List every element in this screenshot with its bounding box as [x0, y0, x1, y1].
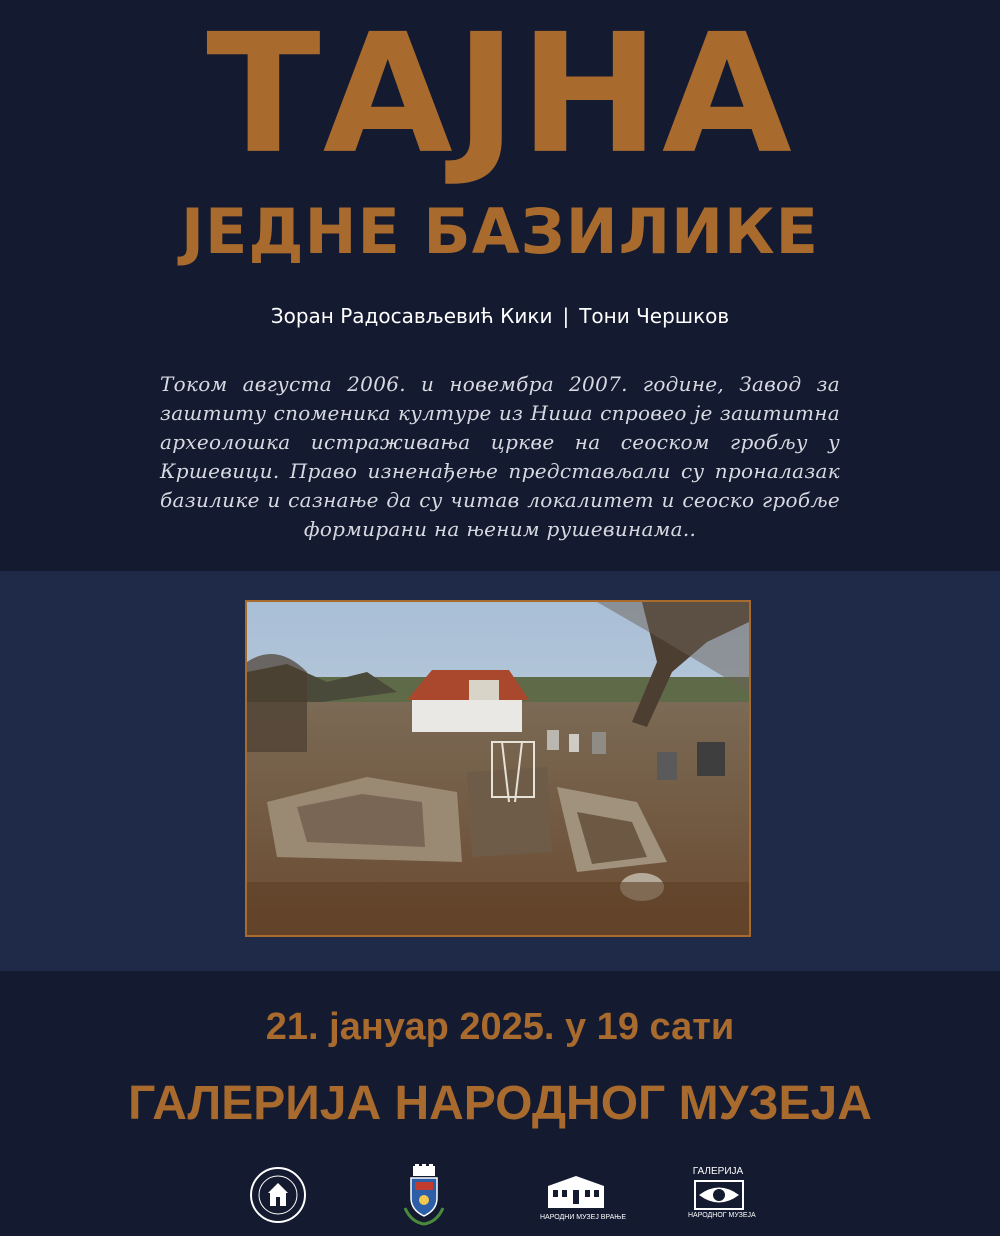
description-text: Током августа 2006. и новембра 2007. године, Завод за заштиту споменика културе из Ниша спровео је заштитна археолошка истраживања цркве на сеоском гробљу у Кршевици. Право изненађење представљали су проналазак базилике и сазнање да су читав локалитет и сеоско гробље формирани на њеним рушевинама..: [160, 372, 840, 541]
gallery-eye-logo: [694, 1180, 744, 1215]
author-2: Тони Чершков: [579, 304, 730, 328]
institute-seal-logo: [249, 1166, 307, 1229]
gallery-logo-label-bottom: НАРОДНОГ МУЗЕЈА: [688, 1212, 756, 1219]
authors-line: [0, 302, 1000, 330]
gallery-logo-label-top: ГАЛЕРИЈА: [692, 1166, 744, 1177]
event-venue: ГАЛЕРИЈА НАРОДНОГ МУЗЕЈА: [128, 1077, 872, 1130]
logo-row: [0, 1160, 1000, 1230]
museum-logo-label: НАРОДНИ МУЗЕЈ ВРАЊЕ: [540, 1214, 627, 1221]
author-1: Зоран Радосављевић Кики: [270, 304, 553, 328]
museum-building-logo: [544, 1176, 608, 1215]
event-date-time: 21. јануар 2025. у 19 сати: [265, 1006, 735, 1048]
author-separator: |: [562, 304, 570, 328]
poster-subtitle: ЈЕДНЕ БАЗИЛИКЕ: [180, 195, 820, 268]
poster-title: ТАЈНА: [206, 0, 794, 191]
city-coat-of-arms-logo: [403, 1164, 445, 1231]
excavation-photo: [245, 600, 751, 937]
